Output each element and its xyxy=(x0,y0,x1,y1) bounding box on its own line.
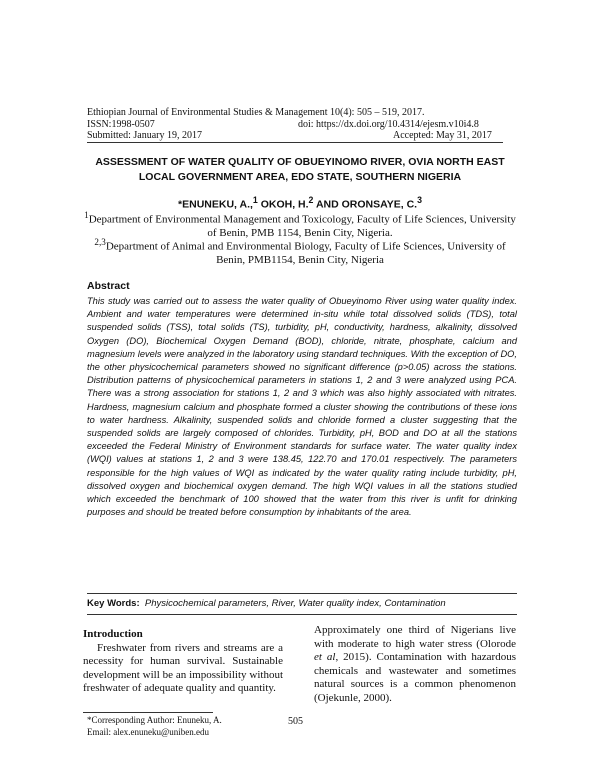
journal-citation: Ethiopian Journal of Environmental Studies & Management 10(4): 505 – 519, 2017. xyxy=(87,107,425,118)
author-3-mark: 3 xyxy=(417,195,422,205)
abstract-text: This study was carried out to assess the water quality of Obueyinomo River using water quality index. Ambient and water temperatures were determined in-situ while total dissolved solids (TDS), total suspended solids (TSS), total solids (TS), turbidity, pH, conductivity, hardness, alkalinity, dissolved Oxygen (DO), Biochemical Oxygen Demand (BOD), chloride, nitrate, phosphate, calcium and magnesium levels were analyzed in the laboratory using standard techniques. With the exception of DO, the other physicochemical parameters showed no significant difference (p>0.05) across the stations. Distribution patterns of physicochemical parameters in stations 1, 2 and 3 were analyzed using PCA. There was a strong association for stations 1, 2 and 3 which was also highly associated with nitrates. Hardness, magnesium calcium and phosphate formed a cluster showing the contributions of these ions to water hardness. Alkalinity, suspended solids and chloride formed a cluster suggesting that the suspended solids are largely composed of chlorides. Turbidity, pH, BOD and DO at all the stations exceeded the Federal Ministry of Environment standards for surface water. The water quality index (WQI) values at stations 1, 2 and 3 were 138.45, 122.70 and 170.01 respectively. The parameters responsible for the high values of WQI as indicated by the water quality rating include turbidity, pH, dissolved oxygen and biochemical oxygen demand. The high WQI values in all the stations studied which exceeded the benchmark of 100 showed that the water from this river is unfit for drinking purposes and should be treated before consumption by inhabitants of the area. xyxy=(87,296,517,518)
intro-left-paragraph: Freshwater from rivers and streams are a necessity for human survival. Sustainable development will be an impossibility without freshwater of adequate quality and quantity. xyxy=(83,641,283,694)
author-2: OKOH, H. xyxy=(257,198,309,211)
header-divider xyxy=(87,142,503,143)
footnote xyxy=(87,714,222,738)
keywords-label: Key Words: xyxy=(87,598,140,609)
keywords-bottom-divider xyxy=(87,614,517,615)
intro-right-post: , 2015). Contamination with hazardous chemicals and wastewater and sometimes natural sources is a common phenomenon (Ojekunle, 2000). xyxy=(314,651,516,704)
author-2-mark: 2 xyxy=(308,195,314,205)
accepted-date: Accepted: May 31, 2017 xyxy=(393,130,492,141)
affiliation-2 xyxy=(80,236,520,267)
affiliation-1-text: Department of Environmental Management and Toxicology, Faculty of Life Sciences, University of Benin, PMB 1154, Benin City, Nigeria. xyxy=(88,213,516,239)
issn: ISSN:1998-0507 xyxy=(87,119,155,130)
affiliation-2-text: Department of Animal and Environmental Biology, Faculty of Life Sciences, University of Benin, PMB1154, Benin City, Nigeria xyxy=(105,240,506,266)
affiliation-2-mark: 2,3 xyxy=(94,237,106,247)
keywords-text: Physicochemical parameters, River, Water quality index, Contamination xyxy=(144,598,446,609)
abstract-heading: Abstract xyxy=(87,280,130,292)
affiliation-1-mark: 1 xyxy=(84,210,89,220)
submitted-date: Submitted: January 19, 2017 xyxy=(87,130,202,141)
corresponding-author: *Corresponding Author: Enuneku, A. xyxy=(87,715,222,725)
intro-right-column xyxy=(314,624,516,705)
keywords-line xyxy=(87,598,446,609)
intro-right-pre: Approximately one third of Nigerians live with moderate to high water stress (Olorode xyxy=(314,624,516,650)
author-1: *ENUNEKU, A., xyxy=(178,198,253,211)
author-3: AND ORONSAYE, C. xyxy=(313,198,418,211)
page-number: 505 xyxy=(288,716,303,727)
author-email[interactable]: Email: alex.enuneku@uniben.edu xyxy=(87,727,210,737)
doi-link[interactable]: doi: https://dx.doi.org/10.4314/ejesm.v10i4.8 xyxy=(298,119,479,130)
intro-left-column xyxy=(83,628,283,696)
intro-right-etal: et al xyxy=(314,651,336,663)
author-1-mark: 1 xyxy=(252,195,258,205)
footnote-divider xyxy=(83,712,213,713)
intro-heading: Introduction xyxy=(83,628,143,640)
paper-title: ASSESSMENT OF WATER QUALITY OF OBUEYINOMO RIVER, OVIA NORTH EAST LOCAL GOVERNMENT AREA, EDO STATE, SOUTHERN NIGERIA xyxy=(95,156,505,183)
keywords-top-divider xyxy=(87,593,517,594)
